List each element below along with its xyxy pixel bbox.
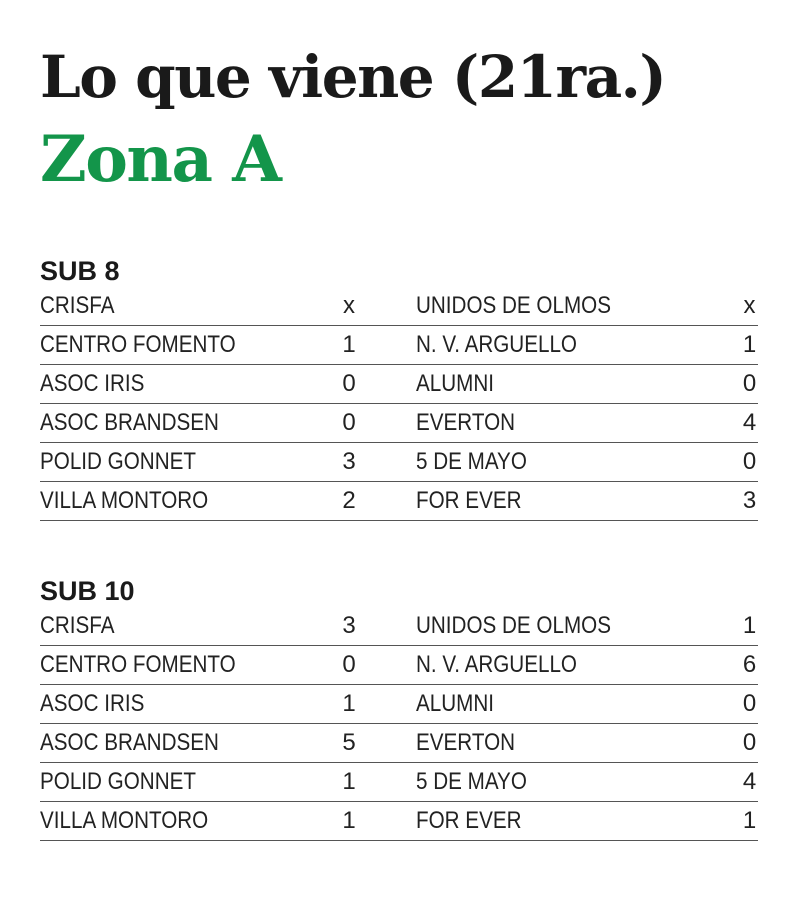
home-score: x bbox=[343, 292, 355, 319]
home-score: 0 bbox=[342, 370, 356, 397]
home-score: 0 bbox=[342, 651, 356, 678]
away-score: 1 bbox=[742, 807, 757, 834]
away-team: N. V. ARGUELLO bbox=[416, 331, 577, 358]
away-team: 5 DE MAYO bbox=[416, 768, 527, 795]
away-score: 4 bbox=[742, 409, 757, 436]
home-team: CRISFA bbox=[40, 612, 115, 639]
section-heading: SUB 10 bbox=[40, 576, 135, 606]
table-row bbox=[40, 404, 758, 443]
home-score: 1 bbox=[342, 331, 356, 358]
home-team: ASOC IRIS bbox=[40, 370, 145, 397]
home-team: CENTRO FOMENTO bbox=[40, 331, 236, 358]
section-sub10 bbox=[40, 575, 758, 841]
away-team: ALUMNI bbox=[416, 370, 494, 397]
away-score: 0 bbox=[742, 370, 757, 397]
away-team: N. V. ARGUELLO bbox=[416, 651, 577, 678]
results-table bbox=[40, 607, 758, 841]
home-team: ASOC IRIS bbox=[40, 690, 145, 717]
section-heading: SUB 8 bbox=[40, 256, 120, 286]
away-team: 5 DE MAYO bbox=[416, 448, 527, 475]
away-team: ALUMNI bbox=[416, 690, 494, 717]
home-team: ASOC BRANDSEN bbox=[40, 729, 219, 756]
table-row bbox=[40, 607, 758, 646]
away-score: 1 bbox=[742, 612, 757, 639]
away-team: FOR EVER bbox=[416, 807, 522, 834]
home-team: ASOC BRANDSEN bbox=[40, 409, 219, 436]
home-team: VILLA MONTORO bbox=[40, 807, 209, 834]
page-title: Lo que viene (21ra.) bbox=[40, 43, 666, 111]
table-row bbox=[40, 763, 758, 802]
away-score: x bbox=[743, 292, 756, 319]
results-table bbox=[40, 287, 758, 521]
away-score: 3 bbox=[742, 487, 757, 514]
table-row bbox=[40, 326, 758, 365]
home-score: 1 bbox=[342, 807, 356, 834]
away-team: FOR EVER bbox=[416, 487, 522, 514]
away-team: UNIDOS DE OLMOS bbox=[416, 292, 611, 319]
home-score: 1 bbox=[342, 768, 356, 795]
table-row bbox=[40, 443, 758, 482]
home-score: 1 bbox=[342, 690, 356, 717]
zone-title: Zona A bbox=[40, 122, 281, 197]
away-score: 0 bbox=[742, 729, 757, 756]
home-team: CENTRO FOMENTO bbox=[40, 651, 236, 678]
table-row bbox=[40, 685, 758, 724]
home-team: VILLA MONTORO bbox=[40, 487, 209, 514]
away-team: EVERTON bbox=[416, 729, 516, 756]
table-row bbox=[40, 646, 758, 685]
away-team: UNIDOS DE OLMOS bbox=[416, 612, 611, 639]
away-score: 1 bbox=[742, 331, 757, 358]
table-row bbox=[40, 287, 758, 326]
home-score: 5 bbox=[342, 729, 356, 756]
home-score: 0 bbox=[342, 409, 356, 436]
table-row bbox=[40, 802, 758, 841]
away-score: 0 bbox=[742, 690, 757, 717]
table-row bbox=[40, 482, 758, 521]
away-score: 0 bbox=[742, 448, 757, 475]
section-sub8 bbox=[40, 255, 758, 521]
home-score: 3 bbox=[342, 448, 356, 475]
home-team: POLID GONNET bbox=[40, 448, 196, 475]
table-row bbox=[40, 724, 758, 763]
away-team: EVERTON bbox=[416, 409, 516, 436]
home-score: 3 bbox=[342, 612, 356, 639]
table-row bbox=[40, 365, 758, 404]
home-score: 2 bbox=[342, 487, 356, 514]
home-team: POLID GONNET bbox=[40, 768, 196, 795]
home-team: CRISFA bbox=[40, 292, 115, 319]
away-score: 4 bbox=[742, 768, 757, 795]
away-score: 6 bbox=[742, 651, 757, 678]
